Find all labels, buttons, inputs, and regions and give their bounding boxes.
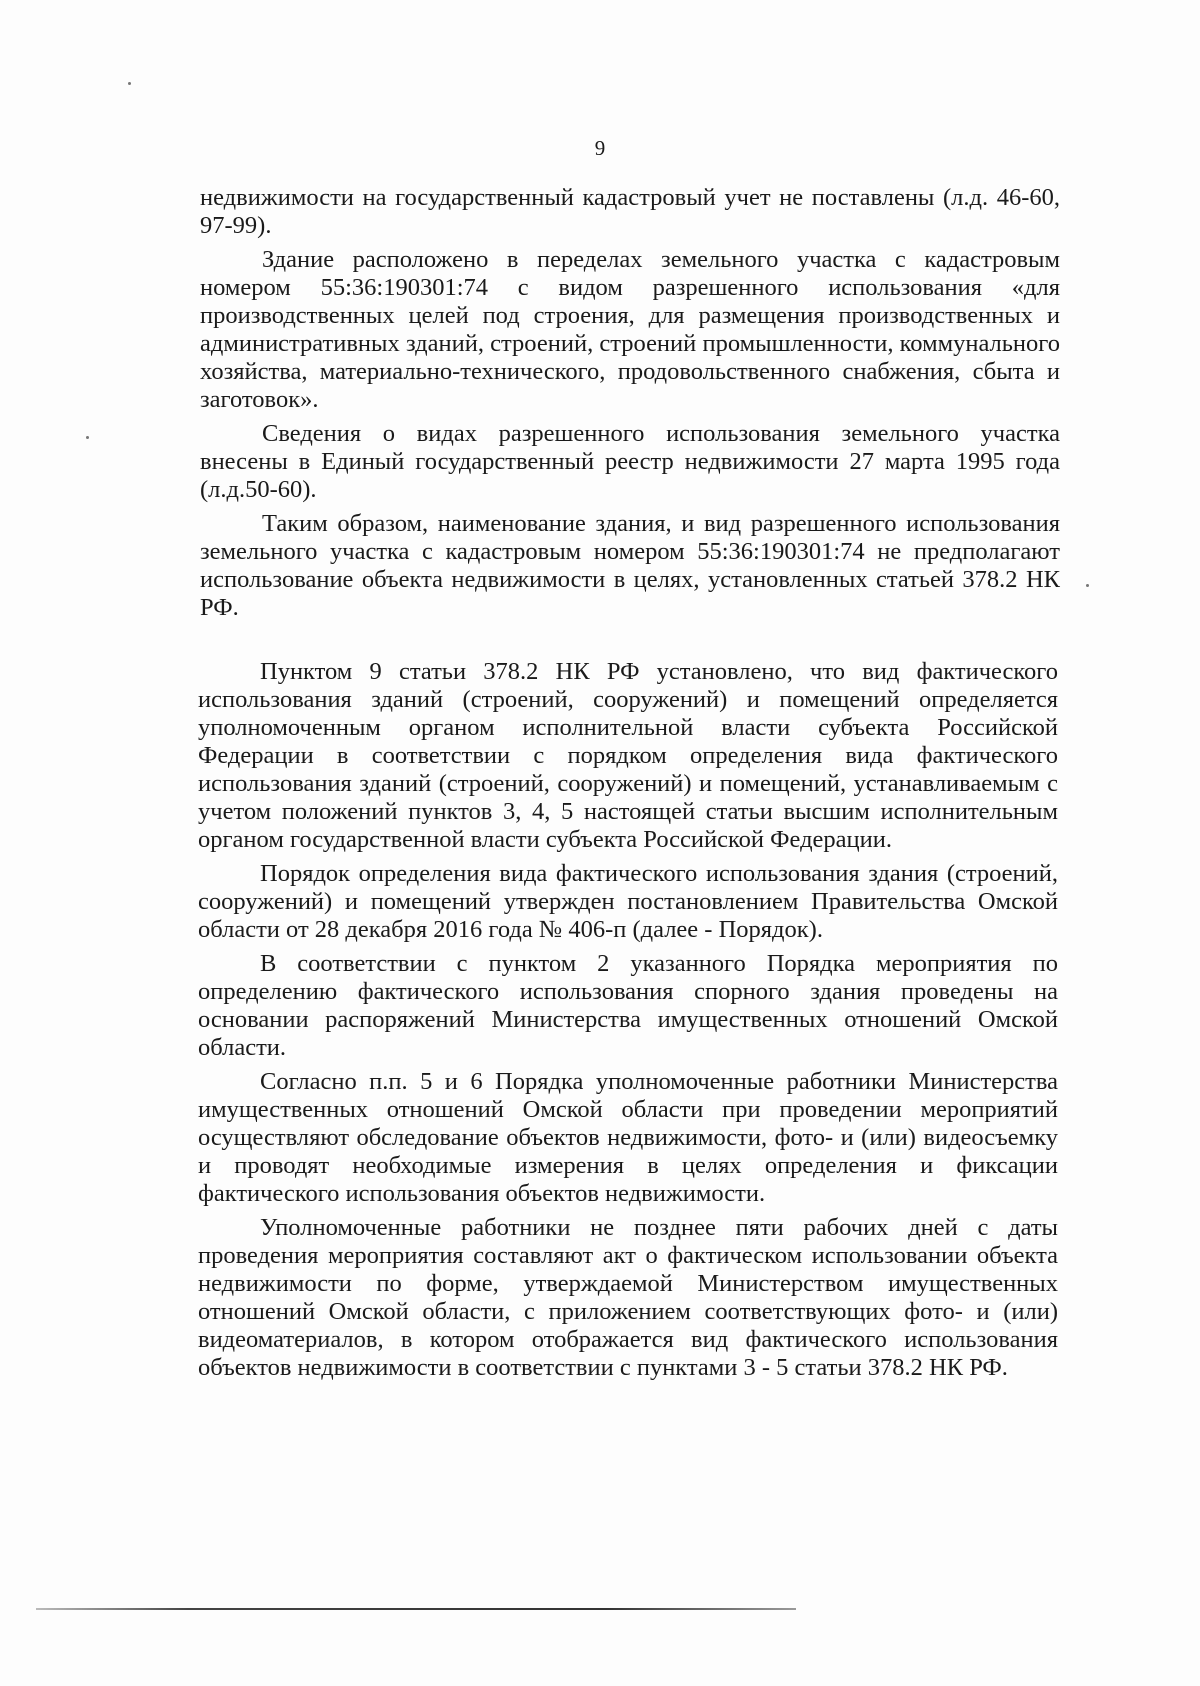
text-block-upper [200, 184, 1060, 628]
paragraph-conclusion: Таким образом, наименование здания, и вид разрешенного использования земельного участка с кадастровым номером 55:36:190301:74 не предполагают использование объекта недвижимости в целях, установленных статьей 378.2 НК РФ. [200, 510, 1060, 621]
page-number: 9 [594, 136, 606, 160]
scan-speck [1086, 584, 1089, 587]
paragraph-inspection-act: Уполномоченные работники не позднее пяти рабочих дней с даты проведения мероприятия составляют акт о фактическом использовании объекта недвижимости по форме, утверждаемой Министерством имущественных отношений Омской области, с приложением соответствующих фото- и (или) видеоматериалов, в котором отображается вид фактического использования объектов недвижимости в соответствии с пунктами 3 - 5 статьи 378.2 НК РФ. [198, 1214, 1058, 1381]
paragraph-building-location: Здание расположено в переделах земельного участка с кадастровым номером 55:36:190301:74 с видом разрешенного использования «для производственных целей под строения, для размещения производственных и административных зданий, строений, строений промышленности, коммунального хозяйства, материально-технического, продовольственного снабжения, сбыта и заготовок». [200, 246, 1060, 413]
paragraph-article-clause-9: Пунктом 9 статьи 378.2 НК РФ установлено, что вид фактического использования зданий (строений, сооружений) и помещений определяется уполномоченным органом исполнительной власти субъекта Российской Федерации в соответствии с порядком определения вида фактического использования зданий (строений, сооружений) и помещений, устанавливаемым с учетом положений пунктов 3, 4, 5 настоящей статьи высшим исполнительным органом государственной власти субъекта Российской Федерации. [198, 658, 1058, 853]
paragraph-registry-info: Сведения о видах разрешенного использования земельного участка внесены в Единый государственный реестр недвижимости 27 марта 1995 года (л.д.50-60). [200, 420, 1060, 503]
paragraph-continuation: недвижимости на государственный кадастровый учет не поставлены (л.д. 46-60, 97-99). [200, 184, 1060, 239]
paragraph-procedure: Порядок определения вида фактического использования здания (строений, сооружений) и помещений утвержден постановлением Правительства Омской области от 28 декабря 2016 года № 406-п (далее - Порядок). [198, 860, 1058, 943]
scan-artifact-line [36, 1608, 796, 1610]
paragraph-procedure-clause-2: В соответствии с пунктом 2 указанного Порядка мероприятия по определению фактического использования спорного здания проведены на основании распоряжений Министерства имущественных отношений Омской области. [198, 950, 1058, 1061]
scan-speck [86, 436, 89, 439]
paragraph-procedure-clauses-5-6: Согласно п.п. 5 и 6 Порядка уполномоченные работники Министерства имущественных отношений Омской области при проведении мероприятий осуществляют обследование объектов недвижимости, фото- и (или) видеосъемку и проводят необходимые измерения в целях определения и фиксации фактического использования объектов недвижимости. [198, 1068, 1058, 1207]
text-block-lower [198, 658, 1058, 1388]
scan-speck [128, 82, 131, 85]
